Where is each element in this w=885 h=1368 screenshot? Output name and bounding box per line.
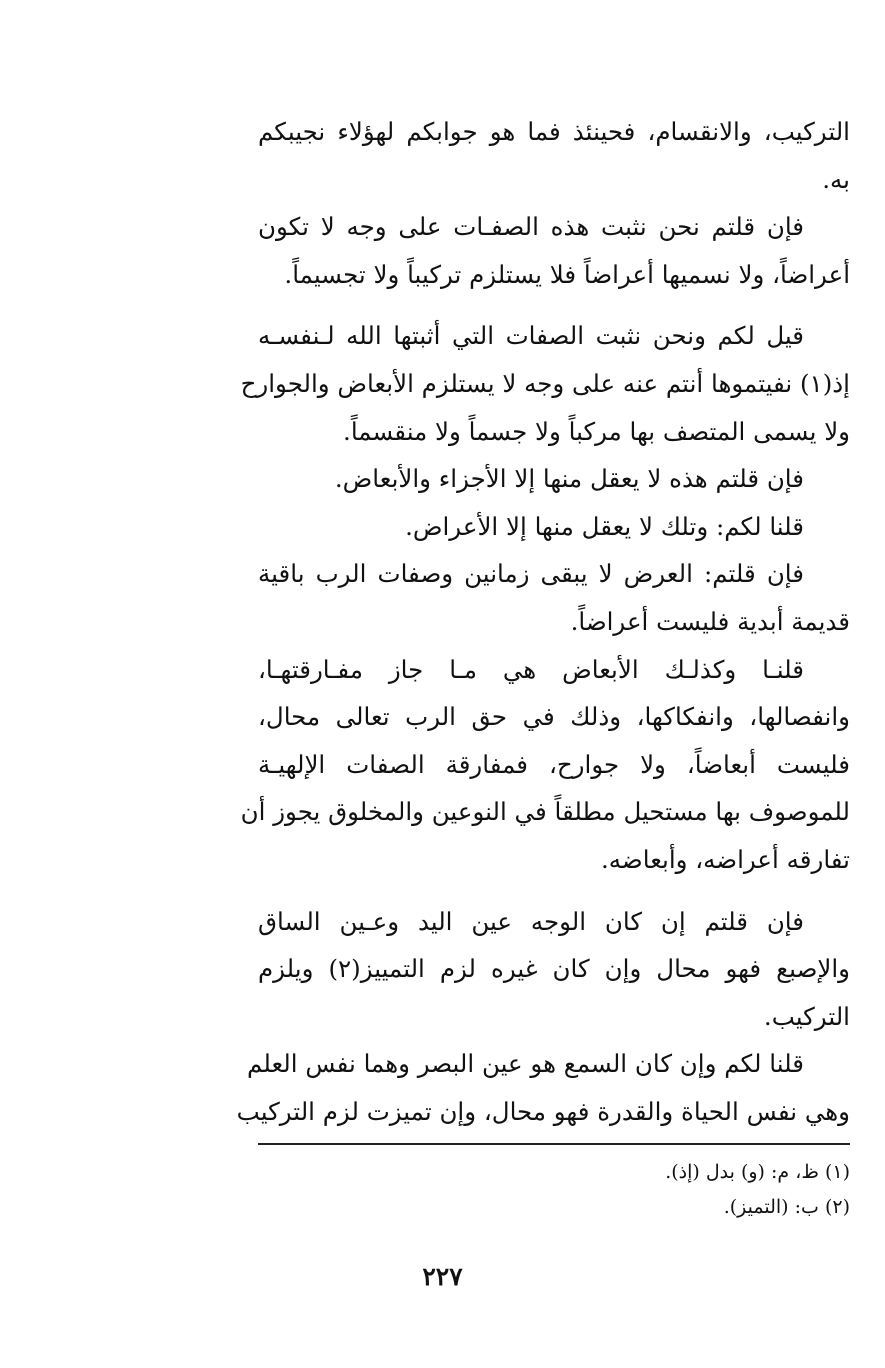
- text-line: قيل لكم ونحن نثبت الصفات التي أثبتها الله لـنفسـه: [258, 321, 804, 351]
- paragraph-gap: [258, 298, 850, 312]
- text-line: أعراضاً، ولا نسميها أعراضاً فلا يستلزم تركيباً ولا تجسيماً.: [284, 259, 850, 289]
- text-line: والإصبع فهو محال وإن كان غيره لزم التمييز(٢) ويلزم: [258, 954, 850, 984]
- paragraph-gap: [258, 884, 850, 898]
- text-line: ولا يسمى المتصف بها مركباً ولا جسماً ولا منقسماً.: [343, 416, 850, 446]
- text-line: التركيب.: [763, 1001, 850, 1031]
- footnote-separator: [258, 1143, 850, 1145]
- body-text: [236, 108, 850, 1135]
- text-line: قلنا لكم وإن كان السمع هو عين البصر وهما نفس العلم: [247, 1049, 804, 1079]
- text-line: فإن قلتم نحن نثبت هذه الصفـات على وجه لا تكون: [258, 212, 804, 242]
- text-line: وانفصالها، وانفكاكها، وذلك في حق الرب تعالى محال،: [258, 702, 850, 732]
- text-line: التركيب، والانقسام، فحينئذ فما هو جوابكم لهؤلاء نجيبكم: [258, 117, 850, 146]
- footnote: (٢) ب: (التميز).: [723, 1196, 850, 1218]
- text-line: تفارقه أعراضه، وأبعاضه.: [601, 844, 850, 874]
- text-line: فإن قلتم إن كان الوجه عين اليد وعـين الساق: [258, 906, 804, 936]
- text-line: قلنا لكم: وتلك لا يعقل منها إلا الأعراض.: [405, 511, 804, 541]
- text-line: به.: [822, 164, 850, 194]
- text-line: قديمة أبدية فليست أعراضاً.: [570, 606, 850, 636]
- footnote: (١) ظ، م: (و) بدل (إذ).: [665, 1161, 850, 1183]
- page-number: ٢٢٧: [422, 1262, 463, 1291]
- text-line: إذ(١) نفيتموها أنتم عنه على وجه لا يستلزم الأبعاض والجوارح: [240, 368, 850, 398]
- footnotes: [258, 1155, 850, 1225]
- text-line: فليست أبعاضاً، ولا جوارح، فمفارقة الصفات الإلهيـة: [258, 749, 850, 779]
- text-line: للموصوف بها مستحيل مطلقاً في النوعين والمخلوق يجوز أن: [240, 797, 850, 827]
- text-line: قلنـا وكذلـك الأبعاض هي مـا جاز مفـارقتهـا،: [258, 654, 804, 684]
- text-line: وهي نفس الحياة والقدرة فهو محال، وإن تميزت لزم التركيب: [236, 1096, 850, 1126]
- text-line: فإن قلتم هذه لا يعقل منها إلا الأجزاء والأبعاض.: [334, 464, 804, 494]
- text-line: فإن قلتم: العرض لا يبقى زمانين وصفات الرب باقية: [258, 559, 804, 589]
